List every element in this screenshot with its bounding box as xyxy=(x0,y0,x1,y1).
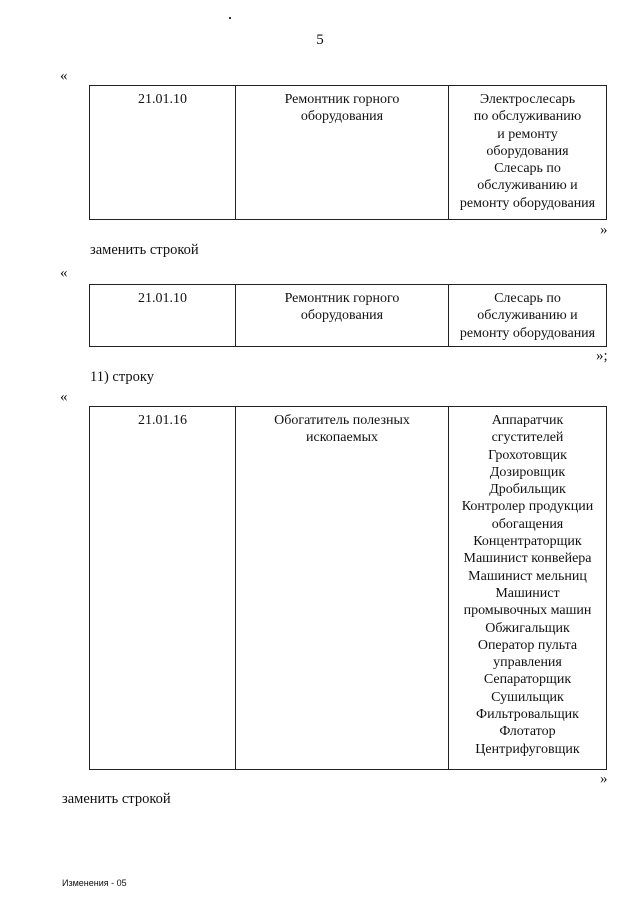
replace-instruction: заменить строкой xyxy=(90,242,199,258)
job-line: Слесарь по xyxy=(494,291,561,306)
job-line: обогащения xyxy=(491,516,564,532)
job-line: Флотатор xyxy=(499,724,556,740)
job-line: Сушильщик xyxy=(491,689,564,705)
job-line: Обжигальщик xyxy=(485,620,570,636)
scan-speck xyxy=(229,17,231,19)
job-line: Сепараторщик xyxy=(483,672,572,688)
jobs-cell xyxy=(449,407,607,770)
close-quote-semicolon: »; xyxy=(596,348,608,364)
job-line: управления xyxy=(493,655,562,671)
profession-cell: Обогатитель полезных ископаемых xyxy=(236,407,449,770)
job-line: Слесарь по xyxy=(494,161,561,177)
job-line: Оператор пульта xyxy=(477,637,578,653)
jobs-cell xyxy=(449,285,607,347)
job-line: обслуживанию и xyxy=(477,178,578,194)
profession-cell: Ремонтник горного оборудования xyxy=(236,86,449,220)
job-line: оборудования xyxy=(486,143,569,159)
close-quote: » xyxy=(600,222,608,238)
job-line: Фильтровальщик xyxy=(476,707,579,723)
job-line: по обслуживанию xyxy=(473,109,582,125)
item-11-label: 11) строку xyxy=(90,369,154,385)
jobs-cell xyxy=(449,86,607,220)
open-quote: « xyxy=(60,389,68,405)
open-quote: « xyxy=(60,265,68,281)
table-row xyxy=(90,86,607,220)
job-line: Дозировщик xyxy=(489,464,566,480)
replace-instruction: заменить строкой xyxy=(62,791,171,807)
job-line: Концентраторщик xyxy=(473,534,582,550)
job-line: Машинист конвейера xyxy=(463,551,592,567)
job-line: Центрифуговщик xyxy=(475,741,580,757)
page-number: 5 xyxy=(316,32,324,48)
close-quote: » xyxy=(600,771,608,787)
job-line: и ремонту xyxy=(497,126,558,142)
table-row-original-21-01-16 xyxy=(89,406,607,770)
job-line: Контролер продукции xyxy=(461,499,594,515)
job-line: Электрослесарь xyxy=(479,92,576,107)
code-cell: 21.01.16 xyxy=(90,407,236,770)
table-row xyxy=(90,285,607,347)
profession-cell: Ремонтник горного оборудования xyxy=(236,285,449,347)
footer-revision: Изменения - 05 xyxy=(62,878,127,888)
code-cell: 21.01.10 xyxy=(90,86,236,220)
table-row-new-21-01-10 xyxy=(89,284,607,347)
open-quote: « xyxy=(60,68,68,84)
job-line: Грохотовщик xyxy=(488,447,567,463)
table-row xyxy=(90,407,607,770)
table-row-original-21-01-10 xyxy=(89,85,607,220)
job-line: Машинист мельниц xyxy=(468,568,587,584)
job-line: сгустителей xyxy=(491,430,564,446)
job-line: ремонту оборудования xyxy=(459,195,596,211)
job-line: Дробильщик xyxy=(489,482,566,498)
job-line: ремонту оборудования xyxy=(459,325,596,341)
job-line: Аппаратчик xyxy=(491,413,564,428)
job-line: обслуживанию и xyxy=(477,308,578,324)
code-cell: 21.01.10 xyxy=(90,285,236,347)
job-line: промывочных машин xyxy=(463,603,592,619)
job-line: Машинист xyxy=(495,585,560,601)
